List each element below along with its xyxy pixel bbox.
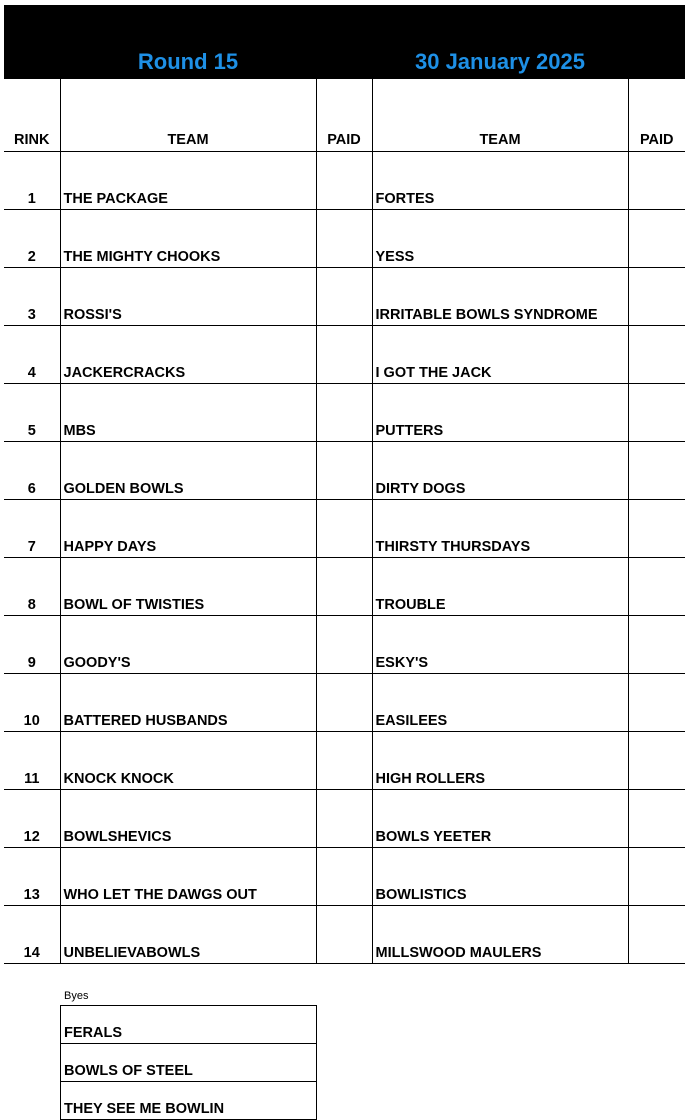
rink-number: 9	[4, 615, 60, 673]
home-team: GOLDEN BOWLS	[60, 441, 316, 499]
table-row	[4, 615, 685, 673]
away-team: YESS	[372, 209, 628, 267]
away-team: HIGH ROLLERS	[372, 731, 628, 789]
rink-number: 14	[4, 905, 60, 963]
home-team: JACKERCRACKS	[60, 325, 316, 383]
home-team: BATTERED HUSBANDS	[60, 673, 316, 731]
away-paid-cell[interactable]	[628, 499, 685, 557]
rink-number: 7	[4, 499, 60, 557]
home-paid-cell[interactable]	[316, 499, 372, 557]
home-paid-cell[interactable]	[316, 615, 372, 673]
away-paid-cell[interactable]	[628, 847, 685, 905]
rink-number: 10	[4, 673, 60, 731]
paid2-column-header: PAID	[628, 79, 685, 151]
home-team: KNOCK KNOCK	[60, 731, 316, 789]
away-team: PUTTERS	[372, 383, 628, 441]
bye-team: FERALS	[61, 1006, 317, 1044]
table-row	[4, 499, 685, 557]
away-team: THIRSTY THURSDAYS	[372, 499, 628, 557]
rink-number: 3	[4, 267, 60, 325]
rink-number: 12	[4, 789, 60, 847]
home-paid-cell[interactable]	[316, 383, 372, 441]
table-row	[4, 673, 685, 731]
home-paid-cell[interactable]	[316, 151, 372, 209]
home-team: WHO LET THE DAWGS OUT	[60, 847, 316, 905]
team-column-header: TEAM	[60, 79, 316, 151]
home-team: BOWLSHEVICS	[60, 789, 316, 847]
home-paid-cell[interactable]	[316, 673, 372, 731]
rink-number: 4	[4, 325, 60, 383]
away-paid-cell[interactable]	[628, 209, 685, 267]
home-team: ROSSI'S	[60, 267, 316, 325]
away-paid-cell[interactable]	[628, 905, 685, 963]
away-paid-cell[interactable]	[628, 557, 685, 615]
away-paid-cell[interactable]	[628, 789, 685, 847]
away-paid-cell[interactable]	[628, 673, 685, 731]
bye-team: BOWLS OF STEEL	[61, 1044, 317, 1082]
away-team: TROUBLE	[372, 557, 628, 615]
home-paid-cell[interactable]	[316, 789, 372, 847]
home-paid-cell[interactable]	[316, 557, 372, 615]
header-banner	[4, 5, 685, 79]
team2-column-header: TEAM	[372, 79, 628, 151]
away-paid-cell[interactable]	[628, 151, 685, 209]
bye-team: THEY SEE ME BOWLIN	[61, 1082, 317, 1120]
header-row	[4, 79, 685, 151]
away-team: IRRITABLE BOWLS SYNDROME	[372, 267, 628, 325]
away-paid-cell[interactable]	[628, 441, 685, 499]
home-paid-cell[interactable]	[316, 325, 372, 383]
away-paid-cell[interactable]	[628, 325, 685, 383]
byes-label: Byes	[64, 990, 89, 1002]
round-title: Round 15	[137, 49, 239, 74]
rink-number: 5	[4, 383, 60, 441]
bye-row	[61, 1082, 317, 1120]
table-row	[4, 905, 685, 963]
fixtures-table	[4, 79, 685, 964]
table-row	[4, 789, 685, 847]
table-row	[4, 151, 685, 209]
away-team: BOWLISTICS	[372, 847, 628, 905]
fixtures-body	[4, 151, 685, 963]
rink-number: 6	[4, 441, 60, 499]
table-row	[4, 441, 685, 499]
table-row	[4, 267, 685, 325]
home-paid-cell[interactable]	[316, 731, 372, 789]
home-paid-cell[interactable]	[316, 905, 372, 963]
rink-number: 2	[4, 209, 60, 267]
rink-number: 8	[4, 557, 60, 615]
rink-number: 11	[4, 731, 60, 789]
home-team: GOODY'S	[60, 615, 316, 673]
table-row	[4, 325, 685, 383]
home-team: HAPPY DAYS	[60, 499, 316, 557]
away-team: I GOT THE JACK	[372, 325, 628, 383]
home-team: THE PACKAGE	[60, 151, 316, 209]
table-row	[4, 383, 685, 441]
away-paid-cell[interactable]	[628, 731, 685, 789]
away-team: MILLSWOOD MAULERS	[372, 905, 628, 963]
home-paid-cell[interactable]	[316, 267, 372, 325]
paid-column-header: PAID	[316, 79, 372, 151]
away-paid-cell[interactable]	[628, 267, 685, 325]
table-row	[4, 847, 685, 905]
away-paid-cell[interactable]	[628, 383, 685, 441]
home-team: UNBELIEVABOWLS	[60, 905, 316, 963]
home-team: MBS	[60, 383, 316, 441]
home-paid-cell[interactable]	[316, 441, 372, 499]
home-team: THE MIGHTY CHOOKS	[60, 209, 316, 267]
away-team: BOWLS YEETER	[372, 789, 628, 847]
away-team: ESKY'S	[372, 615, 628, 673]
bye-row	[61, 1044, 317, 1082]
away-paid-cell[interactable]	[628, 615, 685, 673]
bye-row	[61, 1006, 317, 1044]
date-title: 30 January 2025	[414, 49, 586, 74]
away-team: DIRTY DOGS	[372, 441, 628, 499]
home-team: BOWL OF TWISTIES	[60, 557, 316, 615]
table-row	[4, 209, 685, 267]
table-row	[4, 731, 685, 789]
rink-number: 1	[4, 151, 60, 209]
rink-column-header: RINK	[4, 79, 60, 151]
home-paid-cell[interactable]	[316, 847, 372, 905]
away-team: EASILEES	[372, 673, 628, 731]
byes-table	[60, 1005, 317, 1120]
rink-number: 13	[4, 847, 60, 905]
home-paid-cell[interactable]	[316, 209, 372, 267]
away-team: FORTES	[372, 151, 628, 209]
table-row	[4, 557, 685, 615]
